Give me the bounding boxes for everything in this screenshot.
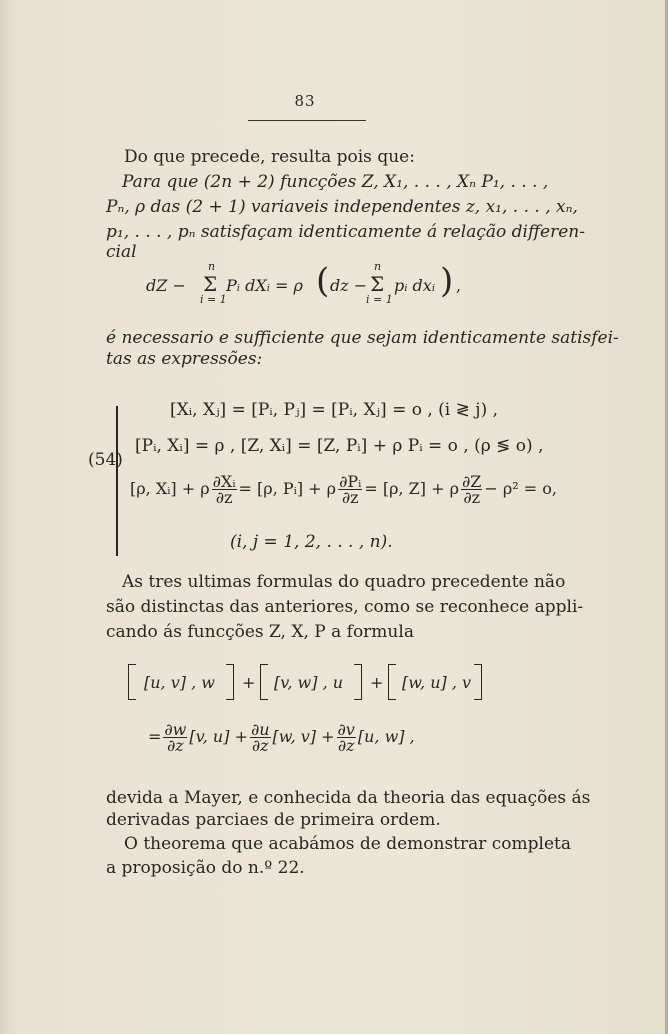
system-line-3-term-1: [ρ, Xᵢ] + ρ <box>130 479 210 498</box>
para2-line-2: tas as expressões: <box>106 349 263 369</box>
para1-line-1: Para que (2n + 2) funcções Z, X₁, . . . , Xₙ P₁, . . . , <box>122 172 549 192</box>
relation-sum-symbol: Σ <box>203 272 218 296</box>
identity-fraction-w: $\frac{\partial w}{\partial z}$ <box>164 720 187 755</box>
para4-line-2: derivadas parciaes de primeira ordem. <box>106 810 441 830</box>
system-line-3 <box>130 474 557 505</box>
para1-line-3: p₁, . . . , pₙ satisfaçam identicamente á relação differen- <box>106 222 585 242</box>
identity-rhs: = $\frac{\partial w}{\partial z}$ [v, u] + $\frac{\partial u}{\partial z}$ [w, v] + $\frac{\partial v}{\partial z}$ [u, w] , <box>148 720 415 755</box>
identity-term-b: [w, v] + <box>272 727 335 746</box>
relation-inner-sum-bottom: i = 1 <box>366 293 393 306</box>
relation-inner-lhs: dz − <box>330 276 368 295</box>
system-fraction-3: $\frac{\partial Z}{\partial z}$ <box>462 472 482 507</box>
identity-bracket-2: [v, w] , u <box>274 673 344 692</box>
system-line-3-term-2: = [ρ, Pᵢ] + ρ <box>238 479 337 498</box>
relation-open-paren: ( <box>316 261 330 301</box>
para1-line-2: Pₙ, ρ das (2 + 1) variaveis independentes z, x₁, . . . , xₙ, <box>106 197 578 217</box>
system-line-3-term-4: − ρ² = o, <box>484 479 557 498</box>
system-line-2: [Pᵢ, Xᵢ] = ρ , [Z, Xᵢ] = [Z, Pᵢ] + ρ Pᵢ = o , (ρ ≶ o) , <box>135 436 544 456</box>
relation-inner-sum-symbol: Σ <box>370 272 385 296</box>
system-line-4: (i, j = 1, 2, . . . , n). <box>230 532 393 552</box>
relation-close-paren: ) <box>440 261 454 301</box>
system-brace <box>116 406 128 556</box>
para3-line-2: são distinctas das anteriores, como se reconhece appli- <box>106 597 584 617</box>
para5-line-2: a proposição do n.º 22. <box>106 858 305 878</box>
relation-sum-top: n <box>208 260 216 273</box>
identity-fraction-v: $\frac{\partial v}{\partial z}$ <box>337 720 355 755</box>
relation-term: Pᵢ dXᵢ = ρ <box>226 276 303 295</box>
page-number: 83 <box>294 92 316 110</box>
identity-plus-2: + <box>370 673 384 692</box>
system-line-1: [Xᵢ, Xⱼ] = [Pᵢ, Pⱼ] = [Pᵢ, Xⱼ] = o , (i ≷ j) , <box>170 400 499 420</box>
relation-inner-sum-top: n <box>374 260 382 273</box>
system-line-3-term-3: = [ρ, Z] + ρ <box>364 479 459 498</box>
relation-inner-term: pᵢ dxᵢ <box>394 276 436 295</box>
system-label: (54) <box>88 450 123 470</box>
relation-lhs: dZ − <box>146 276 186 295</box>
header-rule <box>248 120 366 121</box>
para3-line-3: cando ás funcções Z, X, P a formula <box>106 622 414 642</box>
system-fraction-1: $\frac{\text{∂Xᵢ}}{\partial z}$ <box>212 472 236 507</box>
para5-line-1: O theorema que acabámos de demonstrar completa <box>124 834 572 854</box>
relation-tail: , <box>456 276 462 295</box>
relation-sum-bottom: i = 1 <box>200 293 227 306</box>
para2-line-1: é necessario e sufficiente que sejam identicamente satisfei- <box>106 328 619 348</box>
identity-term-a: [v, u] + <box>189 727 248 746</box>
identity-bracket-1: [u, v] , w <box>144 673 215 692</box>
para4-line-1: devida a Mayer, e conhecida da theoria das equações ás <box>106 788 591 808</box>
system-fraction-2: $\frac{\text{∂Pᵢ}}{\partial z}$ <box>339 472 362 507</box>
intro-line: Do que precede, resulta pois que: <box>124 147 415 167</box>
identity-term-c: [u, w] , <box>357 727 415 746</box>
identity-bracket-3: [w, u] , v <box>402 673 472 692</box>
identity-fraction-u: $\frac{\partial u}{\partial z}$ <box>250 720 270 755</box>
identity-plus-1: + <box>242 673 256 692</box>
para1-line-4: cial <box>106 242 137 262</box>
para3-line-1: As tres ultimas formulas do quadro precedente não <box>122 572 566 592</box>
